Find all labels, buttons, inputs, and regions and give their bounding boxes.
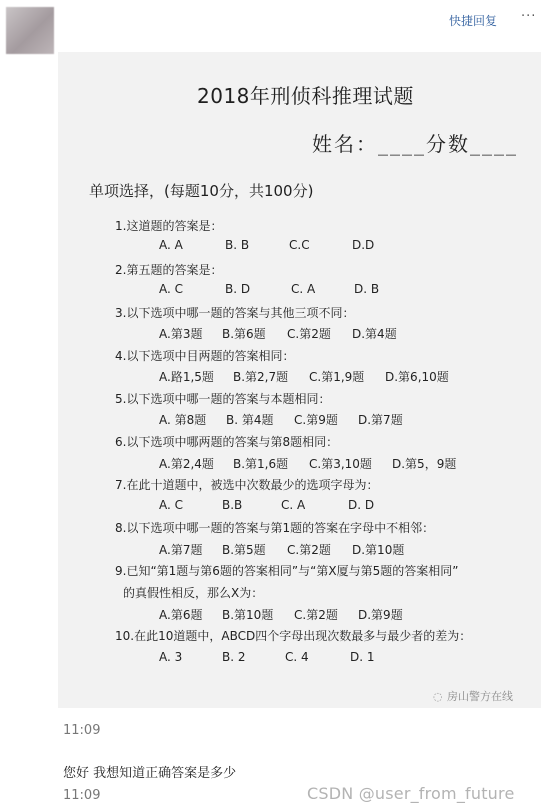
question-2: 2.第五题的答案是： — [115, 263, 223, 277]
option-d: D.第5，9题 — [392, 457, 457, 471]
question-7: 7.在此十道题中，被选中次数最少的选项字母为： — [115, 478, 379, 492]
source-watermark — [433, 688, 513, 704]
avatar[interactable] — [6, 7, 54, 54]
option-b: B.第2,7题 — [233, 370, 289, 384]
question-4: 4.以下选项中目两题的答案相同： — [115, 349, 295, 363]
option-b: B.第6题 — [222, 327, 266, 341]
option-a: A.路1,5题 — [159, 370, 214, 384]
option-d: D.D — [352, 238, 375, 252]
watermark-text: 房山警方在线 — [447, 690, 513, 703]
option-c: C.第3,10题 — [309, 457, 372, 471]
option-c: C. A — [291, 282, 316, 296]
option-d: D. 1 — [350, 650, 375, 664]
option-d: D. D — [348, 498, 375, 512]
comment-text: 您好 我想知道正确答案是多少 — [63, 766, 237, 781]
paper-title: 2018年刑侦科推理试题 — [197, 84, 414, 108]
option-c: C.C — [289, 238, 310, 252]
option-c: C.第1,9题 — [309, 370, 365, 384]
option-d: D. B — [354, 282, 380, 296]
wechat-icon: ◌ — [433, 690, 443, 703]
option-d: D.第9题 — [358, 608, 403, 622]
question-9: 9.已知“第1题与第6题的答案相同”与“第X厦与第5题的答案相同” — [115, 564, 459, 578]
option-c: C. A — [281, 498, 306, 512]
option-b: B.第10题 — [222, 608, 274, 622]
option-a: A. C — [159, 498, 184, 512]
question-5: 5.以下选项中哪一题的答案与本题相同： — [115, 392, 331, 406]
question-8: 8.以下选项中哪一题的答案与第1题的答案在字母中不相邻： — [115, 521, 435, 535]
option-d: D.第10题 — [352, 543, 405, 557]
question-9-continued: 的真假性相反，那么X为： — [123, 586, 264, 600]
option-c: C.第2题 — [294, 608, 338, 622]
csdn-watermark: CSDN @user_from_future — [307, 784, 515, 803]
option-b: B.第1,6题 — [233, 457, 289, 471]
option-d: D.第6,10题 — [385, 370, 449, 384]
question-1: 1.这道题的答案是： — [115, 219, 223, 233]
option-a: A.第7题 — [159, 543, 203, 557]
comment-time: 11:09 — [63, 788, 101, 803]
option-a: A. C — [159, 282, 184, 296]
option-a: A. 第8题 — [159, 413, 207, 427]
option-b: B. 第4题 — [226, 413, 274, 427]
question-3: 3.以下选项中哪一题的答案与其他三项不同： — [115, 306, 355, 320]
option-a: A.第3题 — [159, 327, 203, 341]
option-a: A. 3 — [159, 650, 183, 664]
quick-reply-link[interactable]: 快捷回复 — [449, 14, 498, 28]
name-score-line: 姓名：____分数____ — [312, 132, 518, 156]
option-c: C.第9题 — [294, 413, 338, 427]
question-10: 10.在此10道题中，ABCD四个字母出现次数最多与最少者的差为： — [115, 629, 472, 643]
option-b: B.B — [222, 498, 243, 512]
option-b: B. B — [225, 238, 250, 252]
question-6: 6.以下选项中哪两题的答案与第8题相同： — [115, 435, 339, 449]
section-heading: 单项选择，(每题10分，共100分) — [89, 182, 314, 200]
option-a: A.第2,4题 — [159, 457, 214, 471]
option-b: B. 2 — [222, 650, 246, 664]
option-c: C. 4 — [285, 650, 309, 664]
option-c: C.第2题 — [287, 327, 331, 341]
more-options-icon[interactable]: ··· — [521, 9, 537, 24]
option-b: B. D — [225, 282, 251, 296]
option-a: A.第6题 — [159, 608, 203, 622]
post-time: 11:09 — [63, 723, 101, 738]
option-c: C.第2题 — [287, 543, 331, 557]
option-a: A. A — [159, 238, 183, 252]
option-d: D.第4题 — [352, 327, 397, 341]
option-b: B.第5题 — [222, 543, 266, 557]
option-d: D.第7题 — [358, 413, 403, 427]
